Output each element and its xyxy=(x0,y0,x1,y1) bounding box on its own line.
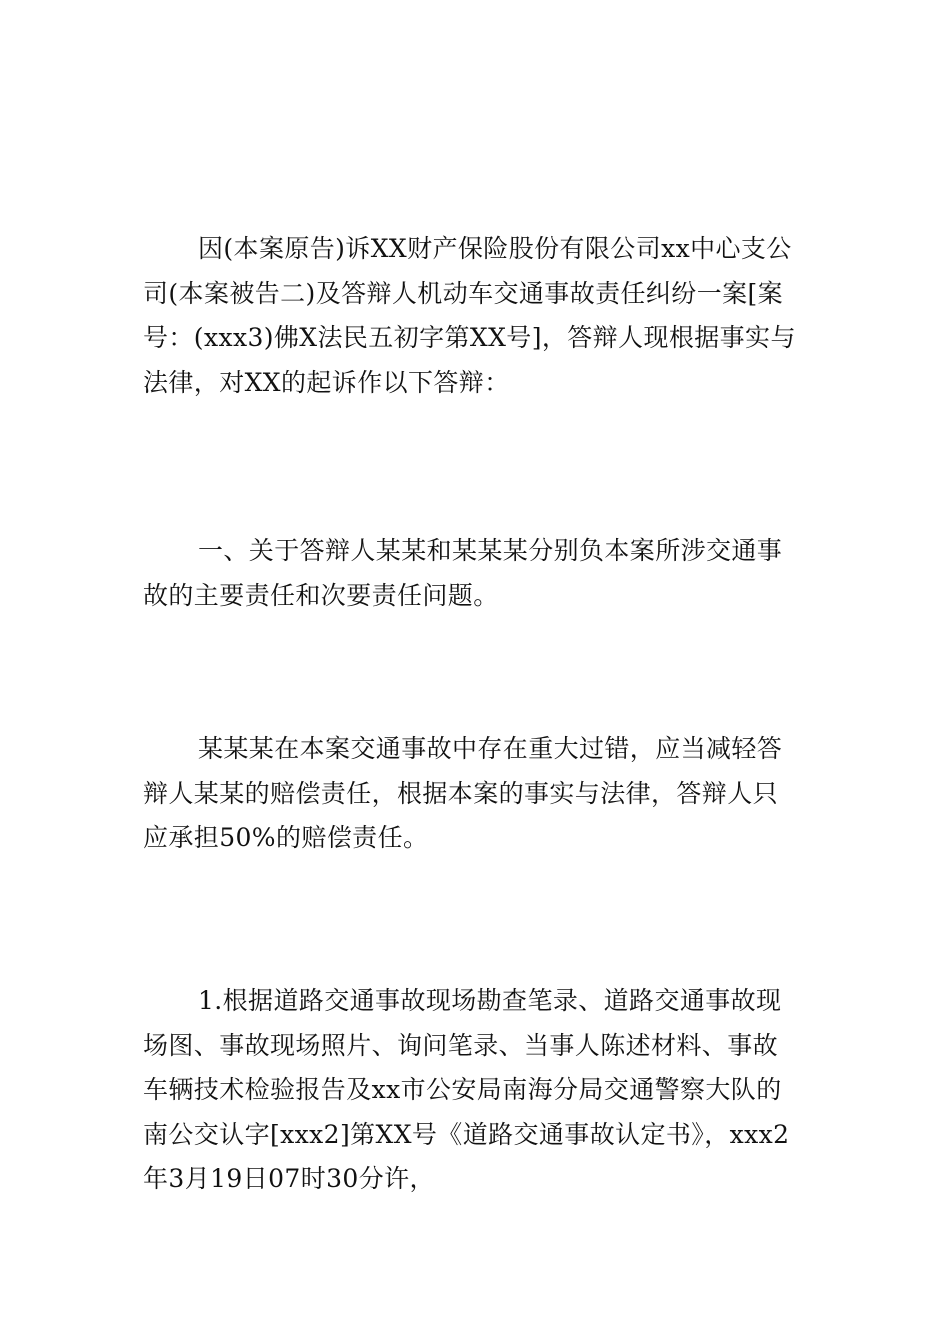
paragraph-intro xyxy=(143,227,807,405)
paragraph-line: 辩人某某的赔偿责任，根据本案的事实与法律，答辩人只 xyxy=(143,778,779,808)
paragraph-line: 故的主要责任和次要责任问题。 xyxy=(143,580,499,610)
paragraph-section-one xyxy=(143,529,807,618)
paragraph-fault xyxy=(143,727,807,861)
paragraph-line: 场图、事故现场照片、询问笔录、当事人陈述材料、事故 xyxy=(143,1030,779,1060)
paragraph-line: 号：(xxx3)佛X法民五初字第XX号]，答辩人现根据事实与 xyxy=(143,323,796,352)
paragraph-line: 南公交认字[xxx2]第XX号《道路交通事故认定书》，xxx2 xyxy=(143,1119,790,1149)
paragraph-evidence xyxy=(143,979,807,1202)
paragraph-line: 一、关于答辩人某某和某某某分别负本案所涉交通事 xyxy=(198,536,783,565)
paragraph-line: 某某某在本案交通事故中存在重大过错，应当减轻答 xyxy=(198,734,783,763)
paragraph-line: 应承担50%的赔偿责任。 xyxy=(143,823,429,852)
paragraph-line: 司(本案被告二)及答辩人机动车交通事故责任纠纷一案[案 xyxy=(143,278,784,308)
paragraph-line: 因(本案原告)诉XX财产保险股份有限公司xx中心支公 xyxy=(198,234,792,263)
paragraph-line: 车辆技术检验报告及xx市公安局南海分局交通警察大队的 xyxy=(143,1075,782,1104)
paragraph-line: 1.根据道路交通事故现场勘查笔录、道路交通事故现 xyxy=(198,986,782,1015)
paragraph-line: 年3月19日07时30分许， xyxy=(143,1164,435,1193)
paragraph-line: 法律，对XX的起诉作以下答辩： xyxy=(143,367,510,397)
